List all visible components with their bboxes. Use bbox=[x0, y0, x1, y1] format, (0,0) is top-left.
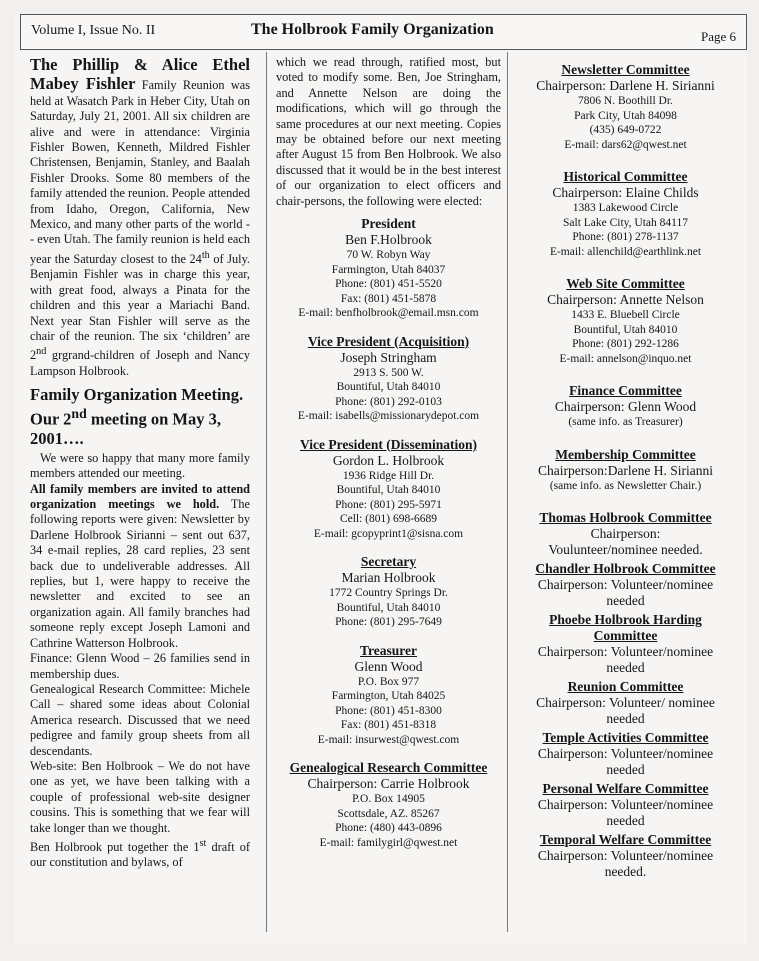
committee-email: E-mail: annelson@inquo.net bbox=[559, 352, 692, 365]
committee-chair: Chairperson: Voulunteer/nominee needed. bbox=[548, 526, 703, 557]
article-body: was held at Wasatch Park in Heber City, Utah on Saturday, July 21, 2001. All six children are alive and were in attendance: Virginia Fishler Bowen, Kenneth, Mildred Fishler Christensen, Benjamin, Stanley, and Baalah Fishler Drooks. Some 80 members of the family attended the reunion. People attended from Idaho, Oregon, California, New Mexico, and many other parts of the world - - even Utah. The family reunion is held each year the Saturday closest to the 24 bbox=[30, 78, 250, 266]
committee-city: Bountiful, Utah 84010 bbox=[573, 323, 678, 336]
committee-phone: Phone: (801) 278-1137 bbox=[572, 231, 679, 243]
committee-web-site bbox=[513, 276, 738, 366]
officer-vp-acquisition bbox=[276, 334, 501, 424]
article-column-left bbox=[30, 55, 250, 871]
officer-phone: Phone: (801) 292-0103 bbox=[335, 395, 442, 408]
committee-newsletter bbox=[513, 62, 738, 152]
committee-city: Park City, Utah 84098 bbox=[574, 109, 677, 122]
committee-finance bbox=[513, 383, 738, 430]
officer-address: 70 W. Robyn Way bbox=[346, 249, 431, 262]
finance-report: Finance: Glenn Wood – 26 families send in membership dues. bbox=[30, 651, 250, 681]
officer-phone: Phone: (801) 451-5520 bbox=[335, 278, 442, 291]
officer-name: Ben F.Holbrook bbox=[345, 232, 432, 248]
committee-address: 1433 E. Bluebell Circle bbox=[571, 309, 680, 321]
committee-phone: (435) 649-0722 bbox=[589, 124, 662, 136]
officer-name: Joseph Stringham bbox=[340, 349, 437, 365]
officer-city: Bountiful, Utah 84010 bbox=[336, 381, 441, 394]
superscript: th bbox=[201, 249, 210, 261]
officer-email: E-mail: benfholbrook@email.msn.com bbox=[298, 307, 479, 320]
officer-secretary bbox=[276, 554, 501, 630]
officer-address: 1936 Ridge Hill Dr. bbox=[342, 469, 435, 482]
committee-phoebe-holbrook-harding bbox=[513, 612, 738, 676]
committee-historical bbox=[513, 169, 738, 259]
committee-title: Temporal Welfare Committee bbox=[539, 832, 712, 847]
article-heading: The Phillip & Alice Ethel Mabey Fishler bbox=[30, 55, 250, 94]
invitation-text: All family members are invited to attend organization meetings we hold. bbox=[30, 481, 250, 512]
officer-city: Farmington, Utah 84037 bbox=[331, 263, 446, 276]
committee-title: Genealogical Research Committee bbox=[289, 760, 488, 776]
officer-name: Marian Holbrook bbox=[341, 570, 436, 586]
committee-chandler-holbrook bbox=[513, 561, 738, 609]
committee-address: 1383 Lakewood Circle bbox=[572, 202, 679, 214]
meeting-article bbox=[30, 385, 250, 871]
officer-vp-dissemination bbox=[276, 437, 501, 542]
website-report: Web-site: Ben Holbrook – We do not have one as yet, we have been talking with a couple of professional web-site designer cousins. This is something that we fear will take longer than we thought. bbox=[30, 758, 250, 835]
committee-chair: Chairperson: Glenn Wood bbox=[554, 399, 697, 414]
committee-chair: Chairperson: Volunteer/nominee needed bbox=[537, 577, 714, 608]
officer-cell: Cell: (801) 698-6689 bbox=[339, 513, 438, 526]
officer-city: Farmington, Utah 84025 bbox=[331, 690, 446, 703]
committee-address: P.O. Box 14905 bbox=[352, 793, 425, 806]
genealogical-report: Genealogical Research Committee: Michele Call – shared some ideas about Colonial America research. Discussed that we need pedigree and family group sheets from all descendants. bbox=[30, 681, 250, 758]
committee-title: Membership Committee bbox=[555, 446, 696, 462]
article-body: grgrand-children of Joseph and Nancy Lampson Holbrook. bbox=[30, 348, 250, 378]
committee-title: Historical Committee bbox=[563, 169, 688, 184]
committee-temple-activities bbox=[513, 730, 738, 778]
committee-chair: Chairperson: Darlene H. Sirianni bbox=[536, 78, 715, 93]
committee-title: Web Site Committee bbox=[566, 276, 685, 291]
officer-title: Vice President (Acquisition) bbox=[307, 333, 470, 349]
committee-title: Finance Committee bbox=[569, 383, 682, 398]
page-header bbox=[20, 14, 747, 50]
committee-reunion bbox=[513, 679, 738, 727]
committee-membership bbox=[513, 447, 738, 494]
officer-title: Treasurer bbox=[360, 642, 417, 658]
officer-phone: Phone: (801) 451-8300 bbox=[335, 704, 442, 717]
newsletter-title: The Holbrook Family Organization bbox=[251, 21, 494, 38]
column-divider bbox=[507, 52, 508, 932]
committee-note: (same info. as Treasurer) bbox=[568, 416, 683, 428]
committee-chair: Chairperson: Carrie Holbrook bbox=[307, 776, 470, 792]
committee-genealogical-research bbox=[276, 760, 501, 850]
officer-fax: Fax: (801) 451-5878 bbox=[340, 292, 437, 305]
committee-title: Temple Activities Committee bbox=[542, 730, 709, 745]
committee-phone: Phone: (480) 443-0896 bbox=[335, 822, 442, 835]
officer-treasurer bbox=[276, 643, 501, 748]
issue-number: Volume I, Issue No. II bbox=[31, 23, 156, 38]
committee-title: Thomas Holbrook Committee bbox=[539, 510, 712, 525]
meeting-intro: We were so happy that many more family members attended our meeting. bbox=[30, 450, 250, 481]
officer-city: Bountiful, Utah 84010 bbox=[336, 601, 441, 614]
committee-personal-welfare bbox=[513, 781, 738, 829]
committee-note: (same info. as Newsletter Chair.) bbox=[549, 479, 702, 492]
officer-title: Secretary bbox=[360, 554, 417, 570]
officer-name: Gordon L. Holbrook bbox=[332, 452, 445, 468]
committee-email: E-mail: allenchild@earthlink.net bbox=[549, 245, 702, 258]
reunion-article bbox=[30, 55, 250, 379]
committee-chair: Chairperson: Annette Nelson bbox=[547, 292, 704, 307]
committee-chair: Chairperson:Darlene H. Sirianni bbox=[537, 462, 714, 478]
committee-chair: Chairperson: Volunteer/nominee needed bbox=[537, 644, 714, 675]
committee-city: Salt Lake City, Utah 84117 bbox=[563, 216, 688, 229]
officer-fax: Fax: (801) 451-8318 bbox=[340, 719, 437, 732]
officer-president bbox=[276, 216, 501, 321]
committee-city: Scottsdale, AZ. 85267 bbox=[337, 807, 440, 820]
committee-chair: Chairperson: Volunteer/nominee needed. bbox=[537, 848, 714, 879]
committee-email: E-mail: dars62@qwest.net bbox=[564, 138, 687, 151]
committee-email: E-mail: familygirl@qwest.net bbox=[319, 836, 458, 849]
committee-chair: Chairperson: Volunteer/nominee needed bbox=[537, 797, 714, 828]
committee-chair: Chairperson: Volunteer/ nominee needed bbox=[536, 695, 715, 726]
officers-column bbox=[276, 55, 501, 850]
officer-email: E-mail: gcopyprint1@sisna.com bbox=[313, 527, 464, 540]
committee-chair: Chairperson: Volunteer/nominee needed bbox=[537, 746, 714, 777]
committee-title: Chandler Holbrook Committee bbox=[535, 561, 716, 576]
article-body: of July. Benjamin Fishler was in charge this year, with great food, always a Pinata for the children and this year a Mariachi Band. Next year Stan Fishler will serve as the chair of the reunion. The six ‘children’ are 2 bbox=[30, 251, 250, 363]
page-number: Page 6 bbox=[700, 29, 736, 44]
committee-chair: Chairperson: Elaine Childs bbox=[552, 185, 699, 200]
committee-title: Personal Welfare Committee bbox=[542, 781, 709, 796]
constitution-draft: Ben Holbrook put together the 1st draft of our constitution and bylaws, of bbox=[30, 837, 250, 870]
committee-address: 7806 N. Boothill Dr. bbox=[578, 95, 673, 107]
officer-email: E-mail: isabells@missionarydepot.com bbox=[297, 410, 480, 423]
committee-thomas-holbrook bbox=[513, 510, 738, 558]
committee-title: Reunion Committee bbox=[567, 679, 684, 694]
article-continuation: which we read through, ratified most, but voted to modify some. Ben, Joe Stringham, and Annette Nelson are doing the modifications, which will go through the same procedures at our next meeting. Copies may be obtained before our next meeting after August 15 from Ben Holbrook. We also discussed that it would be in the best interest of our organization to elect officers and chair-persons, the following were elected: bbox=[276, 55, 501, 208]
committee-temporal-welfare bbox=[513, 832, 738, 880]
officer-name: Glenn Wood bbox=[354, 658, 423, 674]
officer-title: President bbox=[361, 216, 416, 232]
article-heading: Family Organization Meeting. Our 2nd meeting on May 3, 2001…. bbox=[30, 385, 244, 448]
committee-title: Newsletter Committee bbox=[561, 62, 690, 77]
officer-phone: Phone: (801) 295-5971 bbox=[335, 498, 442, 511]
committee-title: Phoebe Holbrook Harding Committee bbox=[549, 612, 702, 643]
column-divider bbox=[266, 52, 267, 932]
officer-title: Vice President (Dissemination) bbox=[300, 436, 477, 452]
officer-phone: Phone: (801) 295-7649 bbox=[335, 616, 442, 629]
committee-phone: Phone: (801) 292-1286 bbox=[572, 338, 679, 350]
meeting-reports: All family members are invited to attend organization meetings we hold. The following reports were given: Newsletter by Darlene Holbrook Sirianni – sent out 637, 34 e-mail replies, 28 card replies, 23 sent back due to undeliverable addresses. All replies, but 1, were happy to receive the newsletter and excited to see an organization again. All family branches had someone reply except Joseph Lamoni and Cathrine Watterson Holbrook. bbox=[30, 481, 250, 650]
officer-address: 1772 Country Springs Dr. bbox=[329, 587, 448, 600]
article-lead: Family Reunion bbox=[141, 78, 225, 93]
officer-city: Bountiful, Utah 84010 bbox=[336, 484, 441, 497]
officer-address: P.O. Box 977 bbox=[357, 675, 420, 688]
officer-email: E-mail: insurwest@qwest.com bbox=[317, 733, 460, 746]
committees-column bbox=[513, 62, 738, 880]
superscript: nd bbox=[36, 346, 47, 358]
officer-address: 2913 S. 500 W. bbox=[353, 366, 424, 379]
